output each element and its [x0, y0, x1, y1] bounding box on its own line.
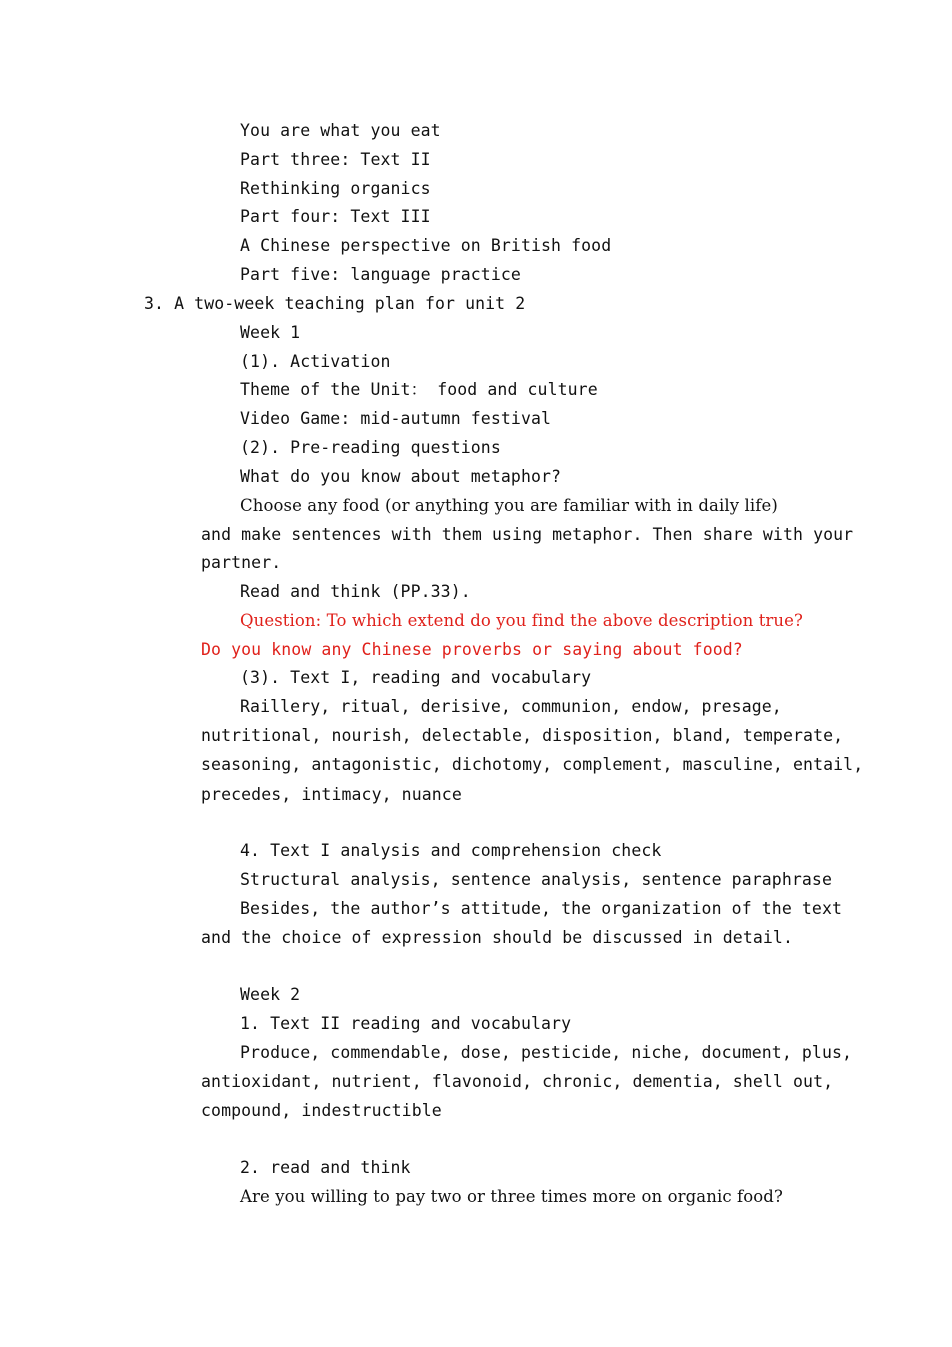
body-line: Video Game: mid-autumn festival	[240, 409, 552, 428]
vocabulary-line: Raillery, ritual, derisive, communion, endow, presage,	[240, 697, 782, 716]
vocabulary-line: compound, indestructible	[201, 1101, 442, 1120]
body-line: Read and think (PP.33).	[240, 582, 471, 601]
subheading: 4. Text I analysis and comprehension check	[240, 841, 662, 860]
outline-line: Part four: Text III	[240, 207, 431, 226]
question-line: Do you know any Chinese proverbs or saying about food?	[201, 640, 743, 659]
outline-line: Part three: Text II	[240, 150, 431, 169]
paragraph-line: and the choice of expression should be discussed in detail.	[201, 928, 793, 947]
vocabulary-line: antioxidant, nutrient, flavonoid, chronic, dementia, shell out,	[201, 1072, 834, 1091]
outline-line: Part five: language practice	[240, 265, 521, 284]
body-line: Theme of the Unit： food and culture	[240, 380, 598, 399]
week-heading: Week 2	[240, 985, 301, 1004]
outline-line: A Chinese perspective on British food	[240, 236, 612, 255]
vocabulary-line: Produce, commendable, dose, pesticide, niche, document, plus,	[240, 1043, 853, 1062]
body-line: What do you know about metaphor?	[240, 467, 562, 486]
vocabulary-line: nutritional, nourish, delectable, disposition, bland, temperate,	[201, 726, 844, 745]
body-line: Structural analysis, sentence analysis, sentence paraphrase	[240, 870, 832, 889]
question-line: Are you willing to pay two or three times more on organic food?	[240, 1187, 783, 1206]
vocabulary-line: seasoning, antagonistic, dichotomy, complement, masculine, entail,	[201, 755, 864, 774]
paragraph-line: Besides, the author’s attitude, the organization of the text	[240, 899, 843, 918]
outline-line: Rethinking organics	[240, 179, 431, 198]
paragraph-line: Choose any food (or anything you are familiar with in daily life)	[240, 496, 778, 515]
subheading: (1). Activation	[240, 352, 391, 371]
week-heading: Week 1	[240, 323, 301, 342]
subheading: 2. read and think	[240, 1158, 411, 1177]
paragraph-line: and make sentences with them using metaphor. Then share with your	[201, 525, 854, 544]
subheading: 1. Text II reading and vocabulary	[240, 1014, 572, 1033]
subheading: (3). Text I, reading and vocabulary	[240, 668, 592, 687]
outline-line: You are what you eat	[240, 121, 441, 140]
vocabulary-line: precedes, intimacy, nuance	[201, 785, 462, 804]
question-line: Question: To which extend do you find the above description true?	[240, 611, 803, 630]
paragraph-line: partner.	[201, 553, 282, 572]
subheading: (2). Pre-reading questions	[240, 438, 501, 457]
section-heading: 3. A two-week teaching plan for unit 2	[144, 294, 526, 313]
